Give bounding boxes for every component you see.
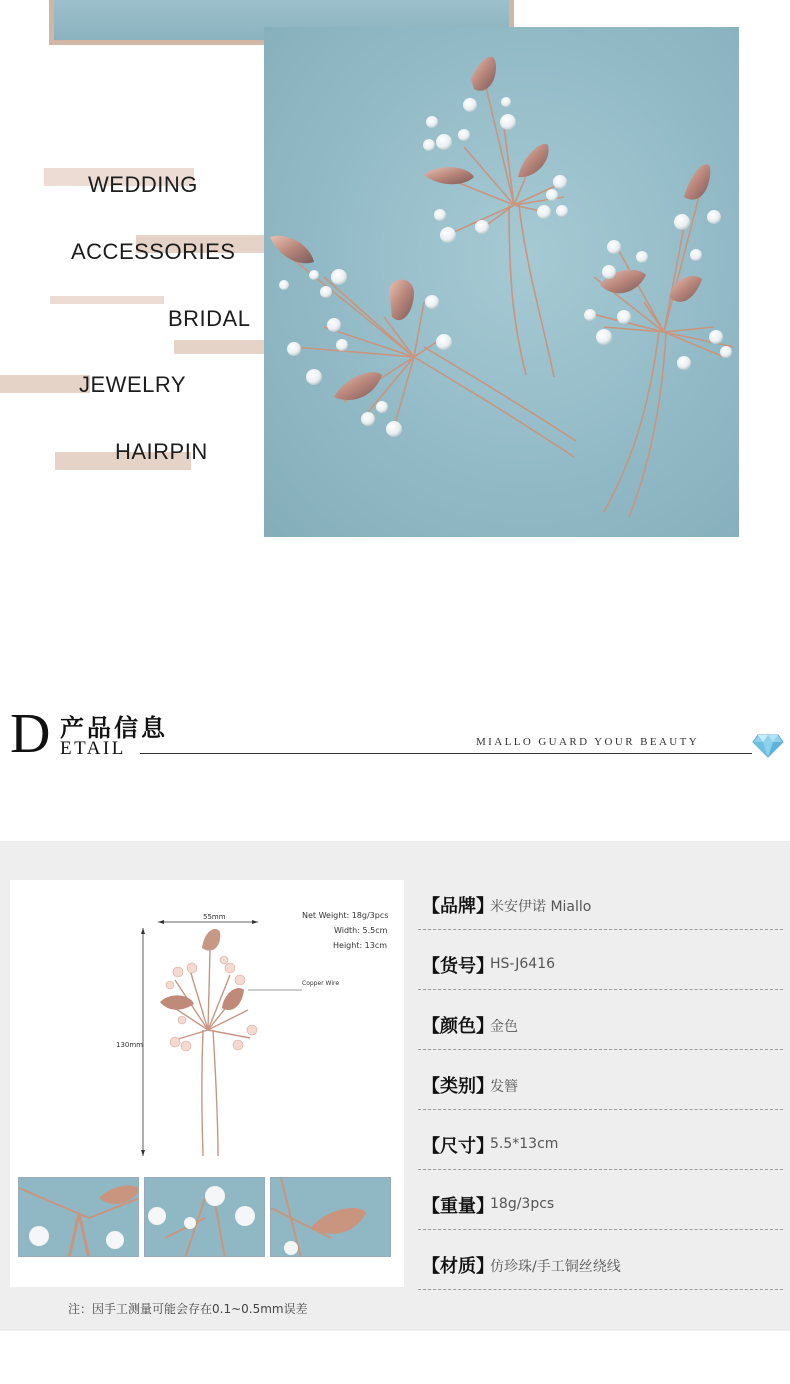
spec-label: 【品牌】 xyxy=(422,896,494,917)
copper-wire-label: Copper Wire xyxy=(302,980,340,987)
decor-stripe xyxy=(174,340,264,354)
brand-slogan: MIALLO GUARD YOUR BEAUTY xyxy=(476,736,700,748)
size-diagram xyxy=(10,880,404,1170)
spec-row-material xyxy=(418,1240,783,1290)
decor-stripe xyxy=(0,375,90,393)
height-label: Height: 13cm xyxy=(333,941,388,950)
spec-value: 金色 xyxy=(490,1019,518,1035)
spec-row-weight xyxy=(418,1180,783,1230)
spec-row-size xyxy=(418,1120,783,1170)
hero-word-bridal: BRIDAL xyxy=(168,306,251,331)
spec-label: 【尺寸】 xyxy=(422,1136,494,1157)
spec-value: 18g/3pcs xyxy=(490,1196,555,1212)
spec-label: 【重量】 xyxy=(422,1196,494,1217)
spec-value: 发簪 xyxy=(490,1079,518,1095)
decor-stripe xyxy=(50,296,164,304)
spec-value: 仿珍珠/手工铜丝绕线 xyxy=(490,1259,621,1275)
detail-thumbnail xyxy=(18,1177,139,1257)
detail-initial-letter: D xyxy=(10,703,51,765)
spec-label: 【颜色】 xyxy=(422,1016,494,1037)
spec-label: 【类别】 xyxy=(422,1076,494,1097)
spec-value: 5.5*13cm xyxy=(490,1136,559,1152)
detail-title-cn: 产品信息 xyxy=(60,714,168,742)
hero-word-jewelry: JEWELRY xyxy=(79,372,187,397)
hero-word-wedding: WEDDING xyxy=(88,172,198,197)
hero-word-accessories: ACCESSORIES xyxy=(71,239,236,264)
spec-row-color xyxy=(418,1000,783,1050)
detail-title-en: ETAIL xyxy=(60,738,126,759)
detail-thumbnail xyxy=(144,1177,265,1257)
hero-product-photo xyxy=(264,27,739,537)
spec-label: 【材质】 xyxy=(422,1256,494,1277)
spec-value: 米安伊诺 Miallo xyxy=(490,899,592,915)
spec-row-brand xyxy=(418,880,783,930)
hero-word-hairpin: HAIRPIN xyxy=(115,439,208,464)
heading-divider xyxy=(140,753,752,754)
measurement-note: 注：因手工测量可能会存在0.1~0.5mm误差 xyxy=(68,1302,308,1316)
width-label: Width: 5.5cm xyxy=(334,926,388,935)
diamond-icon xyxy=(752,732,784,758)
width-dimension-label: 55mm xyxy=(203,913,226,921)
spec-value: HS-J6416 xyxy=(490,956,556,972)
height-dimension-label: 130mm xyxy=(116,1041,143,1049)
spec-row-category xyxy=(418,1060,783,1110)
net-weight-label: Net Weight: 18g/3pcs xyxy=(302,911,389,920)
spec-label: 【货号】 xyxy=(422,956,494,977)
spec-row-item-number xyxy=(418,940,783,990)
detail-thumbnail xyxy=(270,1177,391,1257)
